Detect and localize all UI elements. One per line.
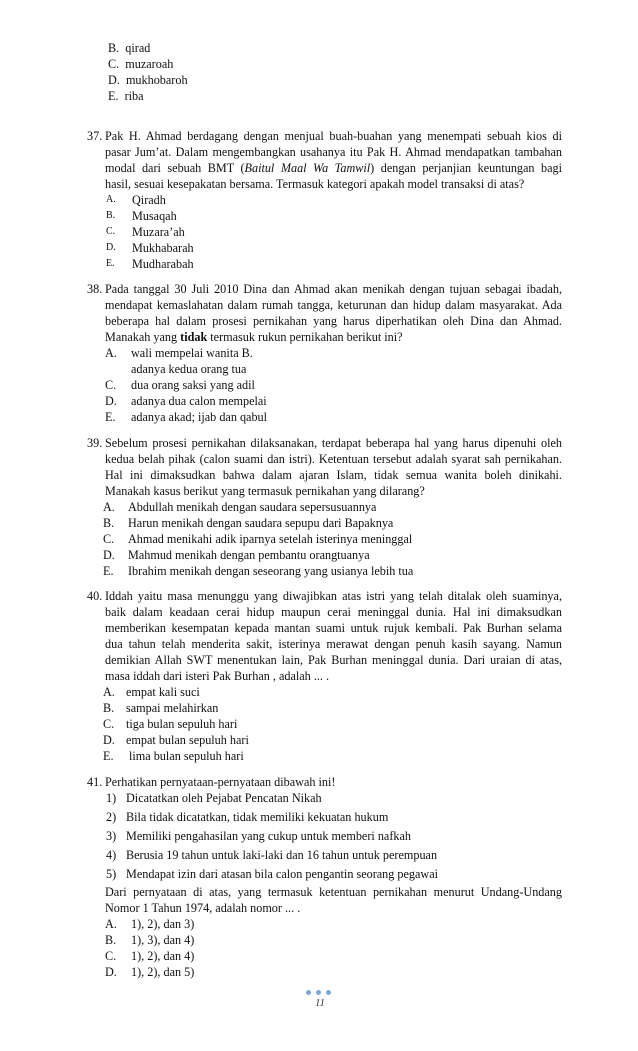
q41-option-d: 1), 2), dan 5) bbox=[131, 965, 195, 979]
q37-option-d: Mukhabarah bbox=[132, 241, 194, 255]
q40-option-b: sampai melahirkan bbox=[126, 701, 219, 715]
q37-line-4: hasil, sesuai kesepakatan bersama. Termasuk kategori apakah model transaksi di atas? bbox=[105, 177, 525, 191]
q39-option-c-letter: C. bbox=[103, 532, 115, 546]
q37-option-b-letter: B. bbox=[106, 210, 116, 221]
q37-option-c-letter: C. bbox=[106, 226, 116, 237]
q38-option-a: wali mempelai wanita B. bbox=[131, 346, 253, 360]
q41-statement-3: Memiliki pengahasilan yang cukup untuk memberi nafkah bbox=[126, 829, 411, 843]
page-number: 11 bbox=[315, 998, 325, 1009]
q39-option-a: Abdullah menikah dengan saudara sepersusuannya bbox=[128, 500, 377, 514]
q40-option-a-letter: A. bbox=[103, 685, 115, 699]
prev-option-e: E. riba bbox=[108, 89, 144, 103]
q38-option-d-letter: D. bbox=[105, 394, 117, 408]
q40-option-e-letter: E. bbox=[103, 749, 114, 763]
q39-line-4: Manakah kasus berikut yang termasuk pernikahan yang dilarang? bbox=[105, 484, 425, 498]
q40-line-2: baik dalam keadaan cerai hidup maupun cerai meninggal dunia. Hal ini dimaksudkan bbox=[105, 605, 562, 619]
q41-option-b-letter: B. bbox=[105, 933, 117, 947]
q40-number: 40. bbox=[87, 589, 103, 603]
q41-statement-4-num: 4) bbox=[106, 848, 117, 862]
q37-option-d-letter: D. bbox=[106, 242, 116, 253]
q38-option-e-letter: E. bbox=[105, 410, 116, 424]
q40-option-a: empat kali suci bbox=[126, 685, 200, 699]
q37-line-1: Pak H. Ahmad berdagang dengan menjual buah-buahan yang menempati sebuah kios di bbox=[105, 129, 562, 143]
q37-line-2: pasar Jum’at. Dalam mengembangkan usahanya itu Pak H. Ahmad mendapatkan tambahan bbox=[105, 145, 562, 159]
q39-option-b-letter: B. bbox=[103, 516, 115, 530]
q41-option-a: 1), 2), dan 3) bbox=[131, 917, 195, 931]
q38-line-4: Manakah yang tidak termasuk rukun pernikahan berikut ini? bbox=[105, 330, 403, 344]
q41-option-b: 1), 3), dan 4) bbox=[131, 933, 195, 947]
q40-option-b-letter: B. bbox=[103, 701, 115, 715]
q41-statement-5-num: 5) bbox=[106, 867, 117, 881]
q39-option-d: Mahmud menikah dengan pembantu orangtuanya bbox=[128, 548, 370, 562]
q41-number: 41. bbox=[87, 775, 103, 789]
q41-statement-1: Dicatatkan oleh Pejabat Pencatan Nikah bbox=[126, 791, 322, 805]
q41-statement-2: Bila tidak dicatatkan, tidak memiliki kekuatan hukum bbox=[126, 810, 389, 824]
q41-statement-2-num: 2) bbox=[106, 810, 117, 824]
q38-option-b: adanya kedua orang tua bbox=[131, 362, 247, 376]
q38-option-a-letter: A. bbox=[105, 346, 117, 360]
q37-option-b: Musaqah bbox=[132, 209, 177, 223]
q38-option-d: adanya dua calon mempelai bbox=[131, 394, 267, 408]
q41-statement-4: Berusia 19 tahun untuk laki-laki dan 16 tahun untuk perempuan bbox=[126, 848, 438, 862]
q41-option-d-letter: D. bbox=[105, 965, 117, 979]
q41-intro: Perhatikan pernyataan-pernyataan dibawah ini! bbox=[105, 775, 336, 789]
q38-option-c: dua orang saksi yang adil bbox=[131, 378, 255, 392]
q41-line-1: Dari pernyataan di atas, yang termasuk ketentuan pernikahan menurut Undang-Undang bbox=[105, 885, 562, 899]
q41-option-c-letter: C. bbox=[105, 949, 117, 963]
q41-statement-3-num: 3) bbox=[106, 829, 117, 843]
q39-option-b: Harun menikah dengan saudara sepupu dari Bapaknya bbox=[128, 516, 394, 530]
q40-line-5: demikian Allah SWT menentukan lain, Pak Burhan meninggal dunia. Dari uraian di atas, bbox=[105, 653, 562, 667]
q37-option-e: Mudharabah bbox=[132, 257, 194, 271]
q37-option-c: Muzara’ah bbox=[132, 225, 185, 239]
q37-number: 37. bbox=[87, 129, 103, 143]
q40-option-d-letter: D. bbox=[103, 733, 115, 747]
q38-emphasis: tidak bbox=[180, 330, 208, 344]
q40-option-c-letter: C. bbox=[103, 717, 115, 731]
q40-option-d: empat bulan sepuluh hari bbox=[126, 733, 249, 747]
q39-option-e: Ibrahim menikah dengan seseorang yang usianya lebih tua bbox=[128, 564, 414, 578]
q38-option-e: adanya akad; ijab dan qabul bbox=[131, 410, 268, 424]
q37-option-e-letter: E. bbox=[106, 258, 115, 269]
q38-option-c-letter: C. bbox=[105, 378, 117, 392]
q37-line-3: modal dari sebuah BMT (Baitul Maal Wa Tamwil) dengan perjanjian keuntungan bagi bbox=[105, 161, 562, 175]
footer-dots-icon bbox=[306, 990, 334, 996]
q40-line-4: dua tahun telah menderita sakit, isterinya merawat dengan penuh kasih sayang. Namun bbox=[105, 637, 562, 651]
q40-line-3: memberikan kesempatan kepada mantan suami untuk rujuk kembali. Pak Burhan selama bbox=[105, 621, 562, 635]
q40-option-c: tiga bulan sepuluh hari bbox=[126, 717, 238, 731]
q40-line-6: masa iddah dari isteri Pak Burhan , adalah ... . bbox=[105, 669, 330, 683]
prev-option-c: C. muzaroah bbox=[108, 57, 174, 71]
q39-option-a-letter: A. bbox=[103, 500, 115, 514]
q41-option-a-letter: A. bbox=[105, 917, 117, 931]
q41-option-c: 1), 2), dan 4) bbox=[131, 949, 195, 963]
q41-statement-5: Mendapat izin dari atasan bila calon pengantin seorang pegawai bbox=[126, 867, 439, 881]
q39-line-2: kedua belah pihak (calon suami dan istri). Ketentuan tersebut adalah syarat sah pernikahan. bbox=[105, 452, 562, 466]
q40-line-1: Iddah yaitu masa menunggu yang diwajibkan atas istri yang telah ditalak oleh suaminya, bbox=[105, 589, 562, 603]
q38-line-2: mendapat kemaslahatan dalam rumah tangga, keturunan dan hidup dalam masyarakat. Ada bbox=[105, 298, 562, 312]
q37-option-a-letter: A. bbox=[106, 194, 116, 205]
q37-option-a: Qiradh bbox=[132, 193, 166, 207]
q40-option-e: lima bulan sepuluh hari bbox=[129, 749, 244, 763]
q39-line-1: Sebelum prosesi pernikahan dilaksanakan, terdapat beberapa hal yang harus dipenuhi oleh bbox=[105, 436, 562, 450]
q41-line-2: Nomor 1 Tahun 1974, adalah nomor ... . bbox=[105, 901, 301, 915]
prev-option-d: D. mukhobaroh bbox=[108, 73, 188, 87]
q38-line-1: Pada tanggal 30 Juli 2010 Dina dan Ahmad akan menikah dengan tujuan sebagai ibadah, bbox=[105, 282, 562, 296]
q39-option-e-letter: E. bbox=[103, 564, 114, 578]
q38-line-3: beberapa hal dalam prosesi pernikahan yang harus diperhatikan oleh Dina dan Ahmad. bbox=[105, 314, 562, 328]
q39-number: 39. bbox=[87, 436, 103, 450]
q39-option-d-letter: D. bbox=[103, 548, 115, 562]
q39-line-3: Hal ini dimaksudkan bahwa dalam ajaran Islam, tidak semua wanita boleh dinikahi. bbox=[105, 468, 562, 482]
prev-option-b: B. qirad bbox=[108, 41, 151, 55]
q39-option-c: Ahmad menikahi adik iparnya setelah isterinya meninggal bbox=[128, 532, 413, 546]
q38-number: 38. bbox=[87, 282, 103, 296]
q41-statement-1-num: 1) bbox=[106, 791, 117, 805]
